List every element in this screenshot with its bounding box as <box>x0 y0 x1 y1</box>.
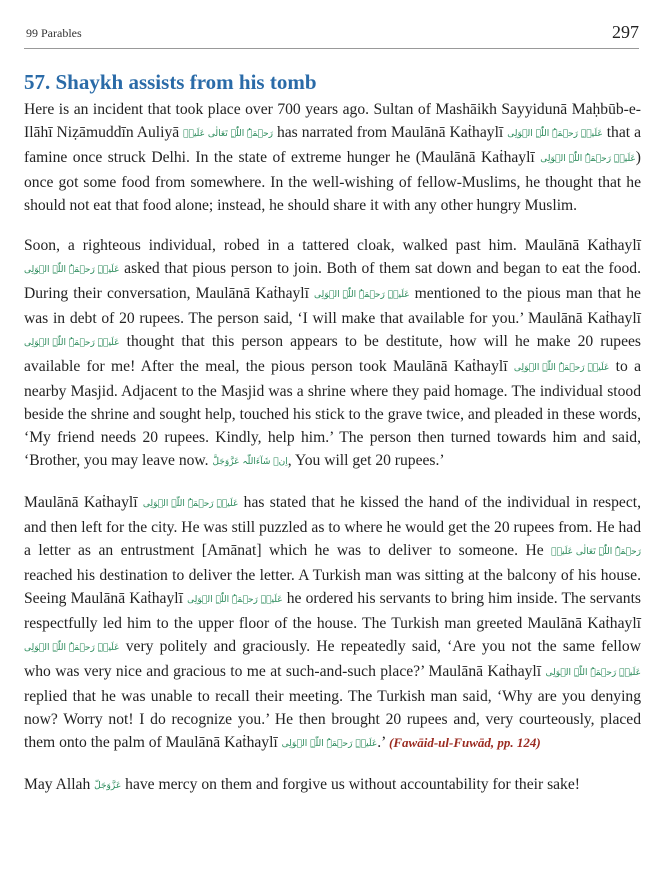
paragraph-4 <box>24 773 641 798</box>
honorific-alaih-rahmah: عَلَیۡہِ رَحۡمَۃُ اللّٰہِ الۡوَلِی <box>507 129 603 139</box>
honorific-alaih-rahmah: عَلَیۡہِ رَحۡمَۃُ اللّٰہِ الۡوَلِی <box>314 290 410 300</box>
page-number: 297 <box>612 22 639 42</box>
text-run: very politely and graciously. He repeatedly said, ‘Are you not the same fellow who was very nice and gracious to me at such-and-such place?’ Maulānā Kaṫhaylī <box>24 638 641 680</box>
honorific-alaih-rahmah: عَلَیۡہِ رَحۡمَۃُ اللّٰہِ الۡوَلِی <box>540 154 636 164</box>
honorific-alaih-rahmah: عَلَیۡہِ رَحۡمَۃُ اللّٰہِ الۡوَلِی <box>24 338 120 348</box>
honorific-rahmatullah: رَحۡمَۃُ اللّٰہِ تَعَالٰی عَلَیۡہ <box>551 547 641 557</box>
text-run: has narrated from Maulānā Kaṫhaylī <box>276 124 504 141</box>
honorific-alaih-rahmah: عَلَیۡہِ رَحۡمَۃُ اللّٰہِ الۡوَلِی <box>281 739 378 749</box>
page-header <box>24 22 639 49</box>
article-body <box>24 98 641 815</box>
honorific-alaih-rahmah: عَلَیۡہِ رَحۡمَۃُ اللّٰہِ الۡوَلِی <box>513 363 610 373</box>
honorific-alaih-rahmah: عَلَیۡہِ رَحۡمَۃُ اللّٰہِ الۡوَلِی <box>142 499 239 509</box>
honorific-alaih-rahmah: عَلَیۡہِ رَحۡمَۃُ اللّٰہِ الۡوَلِی <box>187 595 283 605</box>
text-run: has stated that he kissed the hand of the individual in respect, and then left for the city. He was still puzzled as to where he would get the 20 rupees from. He had a letter as an entrustment [Amānat] which he was to deliver to someone. He <box>24 494 641 559</box>
text-run: ) once got some food from somewhere. In the well-wishing of fellow-Muslims, he thought that he should not eat that food alone; instead, he should share it with any other hungry Muslim. <box>24 149 641 214</box>
text-run: Soon, a righteous individual, robed in a tattered cloak, walked past him. Maulānā Kaṫhaylī <box>24 237 641 254</box>
honorific-inshaallah: اِنۡ شَآءَاللّٰہ عَزَّوَجَلَّ <box>212 457 288 467</box>
citation: (Fawāid-ul-Fuwād, pp. 124) <box>389 735 541 750</box>
text-run: have mercy on them and forgive us without accountability for their sake! <box>125 776 580 793</box>
honorific-alaih-rahmah: عَلَیۡہِ رَحۡمَۃُ اللّٰہِ الۡوَلِی <box>24 265 120 275</box>
honorific-alaih-rahmah: عَلَیۡہِ رَحۡمَۃُ اللّٰہِ الۡوَلِی <box>24 643 120 653</box>
paragraph-1 <box>24 98 641 217</box>
text-run: mentioned to the pious man that he was in debt of 20 rupees. The person said, ‘I will make that available for you.’ Maulānā Kaṫhaylī <box>24 285 641 327</box>
text-run: , You will get 20 rupees.’ <box>287 452 445 469</box>
text-run: .’ <box>377 734 386 751</box>
honorific-alaih-rahmah: عَلَیۡہِ رَحۡمَۃُ اللّٰہِ الۡوَلِی <box>545 668 641 678</box>
text-run: thought that this person appears to be destitute, how will he make 20 rupees available for me! After the meal, the pious person took Maulānā Kaṫhaylī <box>24 333 641 375</box>
paragraph-2 <box>24 234 641 474</box>
text-run: he ordered his servants to bring him inside. The servants respectfully led him to the upper floor of the house. The Turkish man greeted Maulānā Kaṫhaylī <box>24 590 641 632</box>
text-run: Maulānā Kaṫhaylī <box>24 494 138 511</box>
paragraph-3 <box>24 491 641 756</box>
text-run: to a nearby Masjid. Adjacent to the Masjid was a shrine where they paid homage. The individual stood beside the shrine and sought help, touched his stick to the grave twice, and pleaded in these words, ‘My friend needs 20 rupees. Kindly, help him.’ The person then turned towards him and said, ‘Brother, you may leave now. <box>24 358 641 469</box>
text-run: that a famine once struck Delhi. In the state of extreme hunger he (Maulānā Kaṫhaylī <box>24 124 641 166</box>
text-run: May Allah <box>24 776 91 793</box>
text-run: replied that he was unable to recall their meeting. The Turkish man said, ‘Why are you denying now? Worry not! I do recognize you.’ He then brought 20 rupees and, very courteously, placed them onto the palm of Maulānā Kaṫhaylī <box>24 688 641 751</box>
book-title: 99 Parables <box>26 26 82 40</box>
honorific-rahmatullah: رَحۡمَۃُ اللّٰہِ تَعَالٰی عَلَیۡہ <box>183 129 273 139</box>
honorific-azzawajal: عَزَّوَجَلّ <box>94 781 122 791</box>
text-run: asked that pious person to join. Both of them sat down and began to eat the food. During their conversation, Maulānā Kaṫhaylī <box>24 260 641 302</box>
section-title: 57. Shaykh assists from his tomb <box>24 70 317 94</box>
text-run: Here is an incident that took place over 700 years ago. Sultan of Mashāikh Sayyidunā Maḥbūb-e-Ilāhī Niẓāmuddīn Auliyā <box>24 101 641 141</box>
text-run: reached his destination to deliver the letter. A Turkish man was sitting at the balcony of his house. Seeing Maulānā Kaṫhaylī <box>24 567 641 607</box>
